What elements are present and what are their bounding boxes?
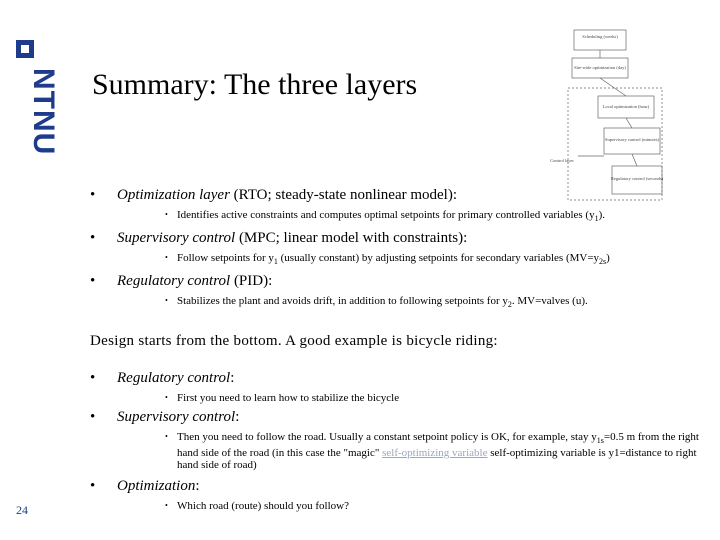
- ntnu-logo: [6, 40, 60, 170]
- example-bullet-regulatory: • Regulatory control:: [90, 369, 235, 386]
- example-bullet-optimization: • Optimization:: [90, 477, 200, 494]
- layer-sub-regulatory: • Stabilizes the plant and avoids drift, in addition to following setpoints for $y_2$. MV=valves (u).: [165, 295, 588, 310]
- sidebar: [0, 0, 60, 540]
- layer-hierarchy-diagram: [548, 28, 666, 203]
- example-sub-optimization: • Which road (route) should you follow?: [165, 499, 349, 512]
- logo-text: NTNU: [27, 68, 60, 156]
- diagram-side-label: Control layer: [550, 158, 574, 163]
- layer-sub-supervisory: • Follow setpoints for $y_1$ (usually constant) by adjusting setpoints for secondary variables $(MV=y_{2s})$: [165, 252, 610, 267]
- example-sub-regulatory: • First you need to learn how to stabilize the bicycle: [165, 391, 400, 404]
- slide-title: Summary: The three layers: [92, 68, 418, 101]
- diagram-box-local-opt: Local optimization (hour): [602, 104, 650, 109]
- self-optimizing-variable-link[interactable]: self-optimizing variable: [382, 446, 488, 459]
- example-bullet-supervisory: • Supervisory control:: [90, 408, 240, 425]
- diagram-box-regulatory: Regulatory control (seconds): [610, 176, 664, 181]
- layer-bullet-regulatory: • Regulatory control (PID):: [90, 273, 273, 290]
- design-intro: Design starts from the bottom. A good example is bicycle riding:: [90, 332, 498, 349]
- layer-sub-optimization: • Identifies active constraints and computes optimal setpoints for primary controlled variables $(y_1)$.: [165, 209, 605, 224]
- slide-content: [90, 186, 700, 512]
- layer-bullet-supervisory: • Supervisory control (MPC; linear model with constraints):: [90, 230, 468, 247]
- diagram-box-site-wide: Site-wide optimization (day): [574, 65, 626, 70]
- page-number: 24: [16, 503, 28, 517]
- diagram-box-scheduling: Scheduling (weeks): [582, 34, 618, 39]
- layer-bullet-optimization: • Optimization layer (RTO; steady-state nonlinear model):: [90, 187, 458, 203]
- example-sub-supervisory: • Then you need to follow the road. Usually a constant setpoint policy is OK, for example, stay $y_{1s}=0.5$ m from the right hand side of the road (in this case the "magic" self-optimizing variable self-optimizing variable is y1=distance to right hand side of road): [165, 430, 699, 471]
- diagram-box-supervisory: Supervisory control (minutes): [605, 137, 659, 142]
